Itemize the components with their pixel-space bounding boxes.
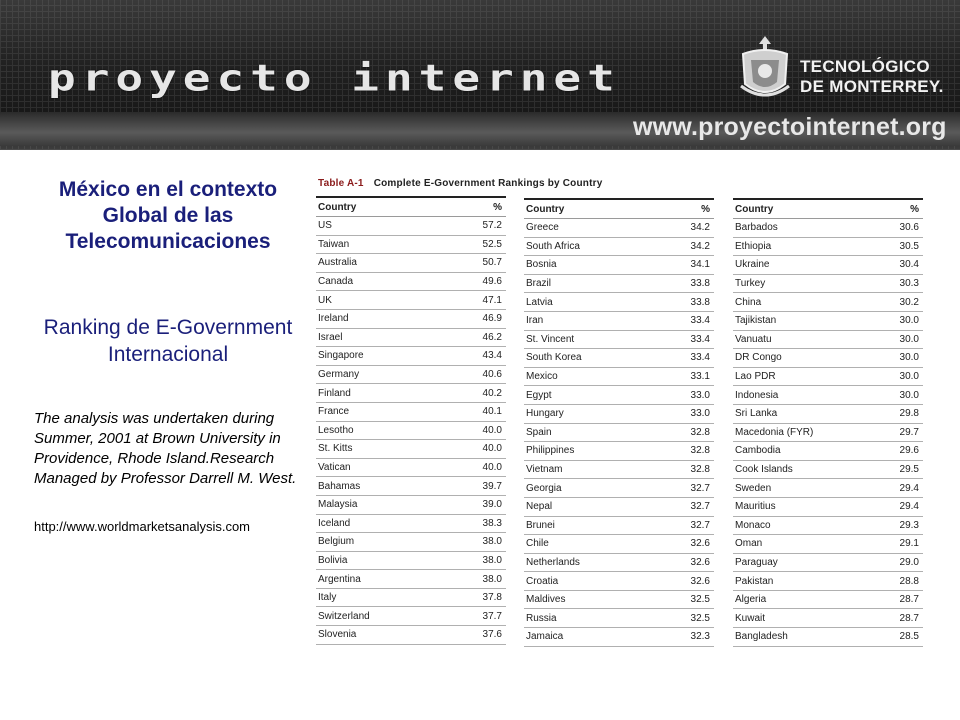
country-score: 39.0 <box>482 499 502 511</box>
table-row <box>316 384 506 403</box>
country-name: Chile <box>526 538 549 550</box>
country-score: 57.2 <box>482 220 502 232</box>
table-row <box>733 312 923 331</box>
banner-url: www.proyectointernet.org <box>633 113 947 141</box>
table-row <box>524 256 714 275</box>
table-row <box>524 368 714 387</box>
table-row <box>733 405 923 424</box>
country-score: 32.6 <box>690 575 710 587</box>
table-title: Complete E-Government Rankings by Country <box>373 178 603 189</box>
table-row <box>316 329 506 348</box>
table-row <box>524 461 714 480</box>
country-name: Canada <box>318 276 354 288</box>
table-row <box>733 331 923 350</box>
table-row <box>316 570 506 589</box>
table-row <box>733 498 923 517</box>
table-row <box>733 293 923 312</box>
table-row <box>524 498 714 517</box>
table-row <box>316 533 506 552</box>
table-row <box>524 572 714 591</box>
header-country: Country <box>318 201 357 213</box>
country-score: 32.8 <box>690 464 710 476</box>
table-row <box>316 459 506 478</box>
country-name: Ireland <box>318 313 349 325</box>
study-note: The analysis was undertaken during Summer, 2001 at Brown University in Providence, Rhode Island.Research Managed by Professor Darrell M. West. <box>34 410 297 487</box>
country-name: Algeria <box>735 594 767 606</box>
country-score: 38.0 <box>482 536 502 548</box>
institution-name <box>800 57 944 97</box>
country-name: Cook Islands <box>735 464 793 476</box>
table-row <box>733 442 923 461</box>
country-score: 30.0 <box>899 389 919 401</box>
country-name: US <box>318 220 332 232</box>
country-score: 29.1 <box>899 538 919 550</box>
country-score: 32.6 <box>690 538 710 550</box>
tec-monterrey-seal-icon <box>737 34 793 102</box>
country-name: Germany <box>318 369 360 381</box>
table-row <box>524 535 714 554</box>
country-score: 30.6 <box>899 222 919 234</box>
country-name: Croatia <box>526 575 559 587</box>
country-score: 32.8 <box>690 445 710 457</box>
ranking-column-3 <box>733 198 923 647</box>
table-row <box>733 609 923 628</box>
country-name: Iceland <box>318 517 351 529</box>
country-name: UK <box>318 294 332 306</box>
table-row <box>733 517 923 536</box>
table-row <box>316 217 506 236</box>
table-row <box>316 496 506 515</box>
proyecto-internet-logo: proyecto internet <box>48 56 621 100</box>
country-score: 30.0 <box>899 333 919 345</box>
country-score: 46.9 <box>482 313 502 325</box>
source-link[interactable]: http://www.worldmarketsanalysis.com <box>34 519 251 534</box>
table-header <box>733 198 923 219</box>
country-score: 33.0 <box>690 408 710 420</box>
country-score: 32.7 <box>690 501 710 513</box>
country-name: Taiwan <box>318 238 350 250</box>
table-row <box>733 424 923 443</box>
ranking-column-1 <box>316 196 506 645</box>
country-score: 33.4 <box>690 315 710 327</box>
table-row <box>733 256 923 275</box>
country-name: Jamaica <box>526 631 564 643</box>
country-name: Nepal <box>526 501 553 513</box>
country-name: Argentina <box>318 573 361 585</box>
table-row <box>524 349 714 368</box>
country-score: 32.7 <box>690 482 710 494</box>
country-score: 33.4 <box>690 352 710 364</box>
country-name: DR Congo <box>735 352 782 364</box>
table-row <box>733 461 923 480</box>
table-row <box>733 219 923 238</box>
country-name: Bangladesh <box>735 631 788 643</box>
country-name: Barbados <box>735 222 778 234</box>
country-name: St. Kitts <box>318 443 353 455</box>
table-header <box>524 198 714 219</box>
country-name: Philippines <box>526 445 575 457</box>
table-row <box>733 275 923 294</box>
country-name: Singapore <box>318 350 364 362</box>
table-row <box>524 238 714 257</box>
table-row <box>316 310 506 329</box>
table-row <box>524 628 714 647</box>
country-score: 29.3 <box>899 519 919 531</box>
country-name: Pakistan <box>735 575 774 587</box>
table-row <box>524 424 714 443</box>
header-country: Country <box>735 203 774 215</box>
table-row <box>524 442 714 461</box>
table-header <box>316 196 506 217</box>
country-score: 32.6 <box>690 556 710 568</box>
country-score: 33.1 <box>690 371 710 383</box>
country-score: 34.2 <box>690 222 710 234</box>
table-row <box>316 440 506 459</box>
country-score: 30.0 <box>899 352 919 364</box>
country-score: 34.2 <box>690 240 710 252</box>
table-row <box>524 405 714 424</box>
table-row <box>524 554 714 573</box>
table-row <box>524 479 714 498</box>
country-score: 30.2 <box>899 296 919 308</box>
country-name: Lao PDR <box>735 371 776 383</box>
table-row <box>316 626 506 645</box>
country-name: Oman <box>735 538 763 550</box>
country-score: 32.7 <box>690 519 710 531</box>
country-name: Switzerland <box>318 610 370 622</box>
country-name: Latvia <box>526 296 553 308</box>
table-row <box>733 591 923 610</box>
country-name: Hungary <box>526 408 564 420</box>
country-score: 28.7 <box>899 594 919 606</box>
header-banner <box>0 0 960 150</box>
table-row <box>316 236 506 255</box>
table-row <box>524 386 714 405</box>
table-row <box>524 609 714 628</box>
country-score: 28.8 <box>899 575 919 587</box>
header-percent: % <box>493 201 502 213</box>
country-score: 30.5 <box>899 240 919 252</box>
country-name: Maldives <box>526 594 566 606</box>
header-percent: % <box>701 203 710 215</box>
country-score: 33.8 <box>690 278 710 290</box>
table-row <box>316 515 506 534</box>
table-row <box>316 347 506 366</box>
country-name: Lesotho <box>318 424 354 436</box>
country-name: Malaysia <box>318 499 358 511</box>
country-name: Israel <box>318 331 343 343</box>
country-name: Cambodia <box>735 445 781 457</box>
table-row <box>733 628 923 647</box>
table-row <box>316 254 506 273</box>
country-name: Greece <box>526 222 559 234</box>
country-name: Iran <box>526 315 544 327</box>
country-score: 30.0 <box>899 315 919 327</box>
country-name: South Africa <box>526 240 580 252</box>
table-row <box>524 331 714 350</box>
country-name: Bolivia <box>318 554 348 566</box>
country-name: Vanuatu <box>735 333 772 345</box>
table-row <box>733 479 923 498</box>
country-score: 40.0 <box>482 443 502 455</box>
country-score: 30.0 <box>899 371 919 383</box>
country-score: 52.5 <box>482 238 502 250</box>
country-name: Ukraine <box>735 259 770 271</box>
country-score: 32.3 <box>690 631 710 643</box>
country-name: Macedonia (FYR) <box>735 426 814 438</box>
institution-line-2: DE MONTERREY. <box>800 77 944 96</box>
country-score: 32.8 <box>690 426 710 438</box>
country-name: Mauritius <box>735 501 776 513</box>
country-score: 40.2 <box>482 387 502 399</box>
table-row <box>316 422 506 441</box>
table-row <box>524 275 714 294</box>
country-name: Brunei <box>526 519 555 531</box>
country-score: 28.5 <box>899 631 919 643</box>
country-name: Monaco <box>735 519 771 531</box>
country-score: 49.6 <box>482 276 502 288</box>
country-name: Netherlands <box>526 556 580 568</box>
country-name: Australia <box>318 257 357 269</box>
country-score: 38.0 <box>482 573 502 585</box>
country-name: Kuwait <box>735 612 766 624</box>
country-score: 29.6 <box>899 445 919 457</box>
country-name: Mexico <box>526 371 558 383</box>
country-score: 33.4 <box>690 333 710 345</box>
country-name: Sri Lanka <box>735 408 778 420</box>
country-score: 29.8 <box>899 408 919 420</box>
table-row <box>733 349 923 368</box>
country-name: Belgium <box>318 536 355 548</box>
country-name: China <box>735 296 762 308</box>
country-score: 34.1 <box>690 259 710 271</box>
table-row <box>733 386 923 405</box>
table-row <box>524 591 714 610</box>
table-row <box>733 368 923 387</box>
slide-subtitle: Ranking de E-Government Internacional <box>43 316 293 366</box>
table-row <box>733 572 923 591</box>
slide-title: México en el contexto Global de las Telecomunicaciones <box>58 178 278 253</box>
country-score: 30.3 <box>899 278 919 290</box>
country-name: Brazil <box>526 278 552 290</box>
table-row <box>733 238 923 257</box>
country-name: St. Vincent <box>526 333 575 345</box>
country-score: 39.7 <box>482 480 502 492</box>
country-score: 29.4 <box>899 482 919 494</box>
country-score: 43.4 <box>482 350 502 362</box>
table-row <box>524 293 714 312</box>
country-score: 40.1 <box>482 406 502 418</box>
country-score: 32.5 <box>690 612 710 624</box>
institution-line-1: TECNOLÓGICO <box>800 57 930 76</box>
country-name: Ethiopia <box>735 240 772 252</box>
country-score: 37.7 <box>482 610 502 622</box>
table-row <box>524 312 714 331</box>
country-score: 29.0 <box>899 556 919 568</box>
country-name: Turkey <box>735 278 766 290</box>
country-name: Russia <box>526 612 557 624</box>
country-score: 32.5 <box>690 594 710 606</box>
country-score: 38.3 <box>482 517 502 529</box>
country-score: 29.4 <box>899 501 919 513</box>
country-name: Vatican <box>318 462 351 474</box>
table-row <box>316 273 506 292</box>
country-name: Tajikistan <box>735 315 777 327</box>
country-name: Vietnam <box>526 464 563 476</box>
country-score: 38.0 <box>482 554 502 566</box>
ranking-column-2 <box>524 198 714 647</box>
table-row <box>733 535 923 554</box>
country-name: Egypt <box>526 389 552 401</box>
country-score: 37.8 <box>482 592 502 604</box>
country-score: 40.0 <box>482 424 502 436</box>
country-score: 40.0 <box>482 462 502 474</box>
table-row <box>733 554 923 573</box>
country-name: Finland <box>318 387 351 399</box>
country-score: 40.6 <box>482 369 502 381</box>
country-name: France <box>318 406 350 418</box>
country-name: Indonesia <box>735 389 779 401</box>
header-country: Country <box>526 203 565 215</box>
country-score: 29.7 <box>899 426 919 438</box>
country-name: Spain <box>526 426 552 438</box>
country-name: Georgia <box>526 482 562 494</box>
table-caption <box>318 178 603 189</box>
country-score: 37.6 <box>482 629 502 641</box>
country-name: Bahamas <box>318 480 361 492</box>
country-score: 46.2 <box>482 331 502 343</box>
country-name: South Korea <box>526 352 582 364</box>
country-name: Paraguay <box>735 556 778 568</box>
table-row <box>316 291 506 310</box>
country-name: Slovenia <box>318 629 357 641</box>
table-row <box>316 477 506 496</box>
country-name: Italy <box>318 592 337 604</box>
country-score: 28.7 <box>899 612 919 624</box>
country-score: 30.4 <box>899 259 919 271</box>
table-row <box>316 552 506 571</box>
table-row <box>316 589 506 608</box>
table-row <box>524 517 714 536</box>
table-row <box>524 219 714 238</box>
country-score: 50.7 <box>482 257 502 269</box>
country-score: 33.8 <box>690 296 710 308</box>
country-score: 47.1 <box>482 294 502 306</box>
header-percent: % <box>910 203 919 215</box>
country-score: 33.0 <box>690 389 710 401</box>
table-row <box>316 366 506 385</box>
country-score: 29.5 <box>899 464 919 476</box>
table-row <box>316 607 506 626</box>
table-label: Table A-1 <box>318 178 364 189</box>
country-name: Bosnia <box>526 259 557 271</box>
table-row <box>316 403 506 422</box>
country-name: Sweden <box>735 482 772 494</box>
